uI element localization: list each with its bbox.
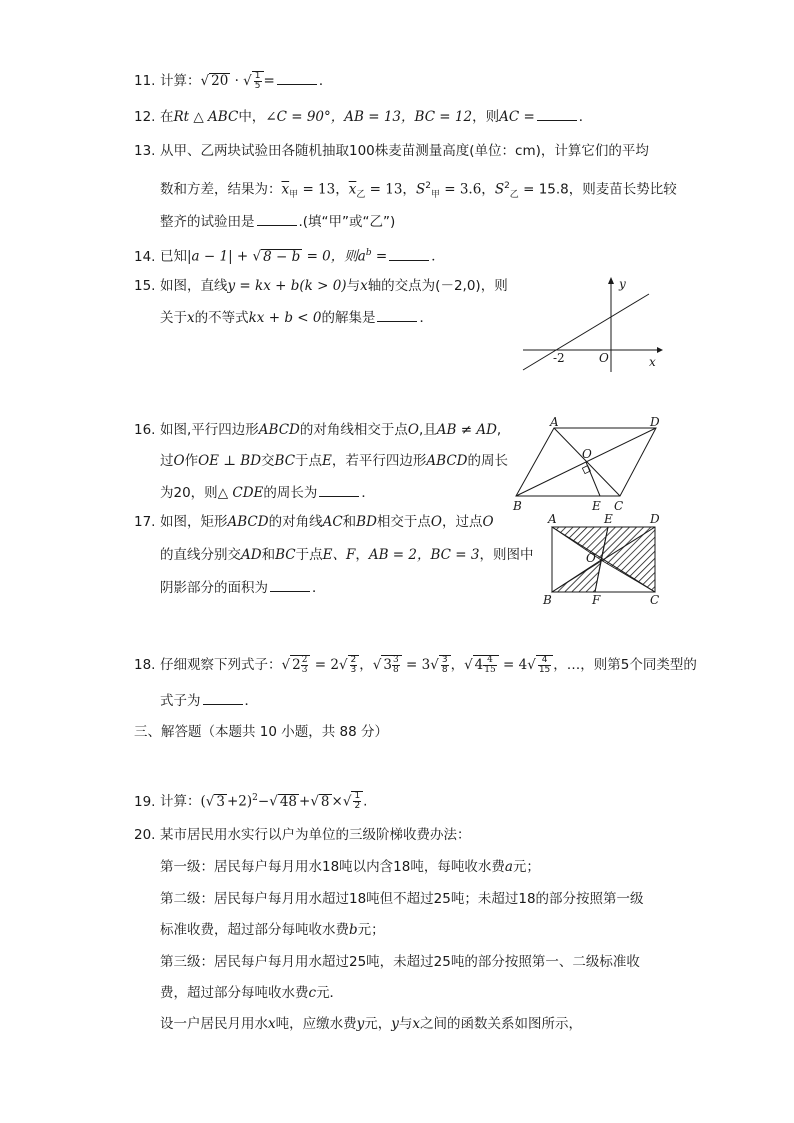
question-16-line-2: 过O作OE ⊥ BD交BC于点E，若平行四边形ABCD的周长: [160, 453, 508, 469]
question-20-line-2: 第一级：居民每户每月用水18吨以内含18吨，每吨收水费a元；: [160, 859, 540, 875]
question-15-line-1: 15. 如图，直线y = kx + b(k > 0)与x轴的交点为(－2,0)，则: [134, 278, 508, 294]
parallelogram-figure: [508, 416, 668, 514]
answer-blank: [319, 482, 359, 497]
question-14: 14. 已知|a − 1| + √ 8 − b = 0，则$a^b$ = ．: [134, 243, 445, 267]
question-13-line-3: 整齐的试验田是 .(填“甲”或“乙”): [160, 211, 395, 232]
question-18-line-2: 式子为 ．: [160, 690, 258, 711]
rectangle-figure: [540, 510, 670, 608]
question-15-line-2: 关于x的不等式kx + b < 0的解集是 ．: [160, 307, 433, 328]
section-heading: 三、解答题（本题共 10 小题，共 88 分）: [134, 724, 389, 740]
question-11: 11. 计算：√ 20 · √ $\frac{1}{5}$ = ．: [134, 70, 333, 91]
svg-text:A: A: [548, 512, 557, 526]
question-20-line-3: 第二级：居民每户每月用水超过18吨但不超过25吨；未超过18的部分按照第一级: [160, 891, 644, 907]
svg-text:D: D: [650, 416, 660, 429]
svg-text:O: O: [582, 447, 592, 461]
answer-blank: [270, 577, 310, 592]
answer-blank: [257, 211, 297, 226]
svg-text:A: A: [550, 416, 559, 429]
question-19: 19. 计算：(√ 3 +2)$^2$−√ 48 +√ 8 ×√ $\frac{1}{2}$ .: [134, 791, 368, 811]
origin-label: O: [599, 351, 609, 365]
answer-blank: [203, 690, 243, 705]
svg-text:B: B: [543, 593, 552, 607]
svg-text:E: E: [604, 512, 613, 526]
x-axis-label: x: [649, 355, 656, 369]
question-16-line-3: 为20，则△ CDE的周长为 ．: [160, 482, 375, 503]
answer-blank: [277, 70, 317, 85]
svg-text:O: O: [586, 551, 596, 565]
question-20-line-6: 费，超过部分每吨收水费c元．: [160, 985, 344, 1001]
svg-text:B: B: [513, 499, 522, 513]
answer-blank: [377, 307, 417, 322]
svg-text:C: C: [614, 499, 624, 513]
svg-text:F: F: [592, 593, 601, 607]
svg-text:D: D: [650, 512, 660, 526]
question-20-line-1: 20. 某市居民用水实行以户为单位的三级阶梯收费办法：: [134, 827, 471, 843]
answer-blank: [537, 106, 577, 121]
svg-text:C: C: [650, 593, 660, 607]
question-12: 12. 在Rt △ ABC中，∠C = 90°，AB = 13，BC = 12，则AC = ．: [134, 106, 592, 127]
question-20-line-5: 第三级：居民每户每月用水超过25吨，未超过25吨的部分按照第一、二级标准收: [160, 954, 640, 970]
question-20-line-7: 设一户居民月用水x吨，应缴水费y元，y与x之间的函数关系如图所示，: [160, 1016, 583, 1032]
question-17-line-1: 17. 如图，矩形ABCD的对角线AC和BD相交于点O，过点O: [134, 514, 494, 530]
question-13-line-1: 13. 从甲、乙两块试验田各随机抽取100株麦苗测量高度(单位：cm)，计算它们的平均: [134, 143, 649, 159]
question-18-line-1: 18. 仔细观察下列式子：√ 2 $\frac{2}{3}$ = 2√ $\frac{2}{3}$ ，√ 3 $\frac{3}{8}$ = 3√ $\frac{3}{8}$ ，√ 4 $\frac{4}{15}$ = 4√ $\frac{4}{15}$ ，…，则第5个同类型的: [134, 654, 697, 675]
question-20-line-4: 标准收费，超过部分每吨收水费b元；: [160, 922, 385, 938]
question-13-line-2: 数和方差，结果为：$\overline{x}_甲 = 13$，$\overline{x}_乙 = 13$，$S^2_甲 = 3.6$，$S^2_乙 = 15.8$，则麦苗长势比较: [160, 181, 677, 201]
question-17-line-3: 阴影部分的面积为 ．: [160, 577, 326, 598]
y-axis-label: y: [619, 277, 626, 291]
line-graph-figure: [515, 272, 665, 377]
svg-text:E: E: [592, 499, 601, 513]
question-17-line-2: 的直线分别交AD和BC于点E、F，AB = 2，BC = 3，则图中: [160, 547, 534, 563]
question-16-line-1: 16. 如图,平行四边形ABCD的对角线相交于点O,且AB ≠ AD,: [134, 422, 502, 438]
answer-blank: [389, 246, 429, 261]
intercept-label: -2: [553, 351, 565, 365]
